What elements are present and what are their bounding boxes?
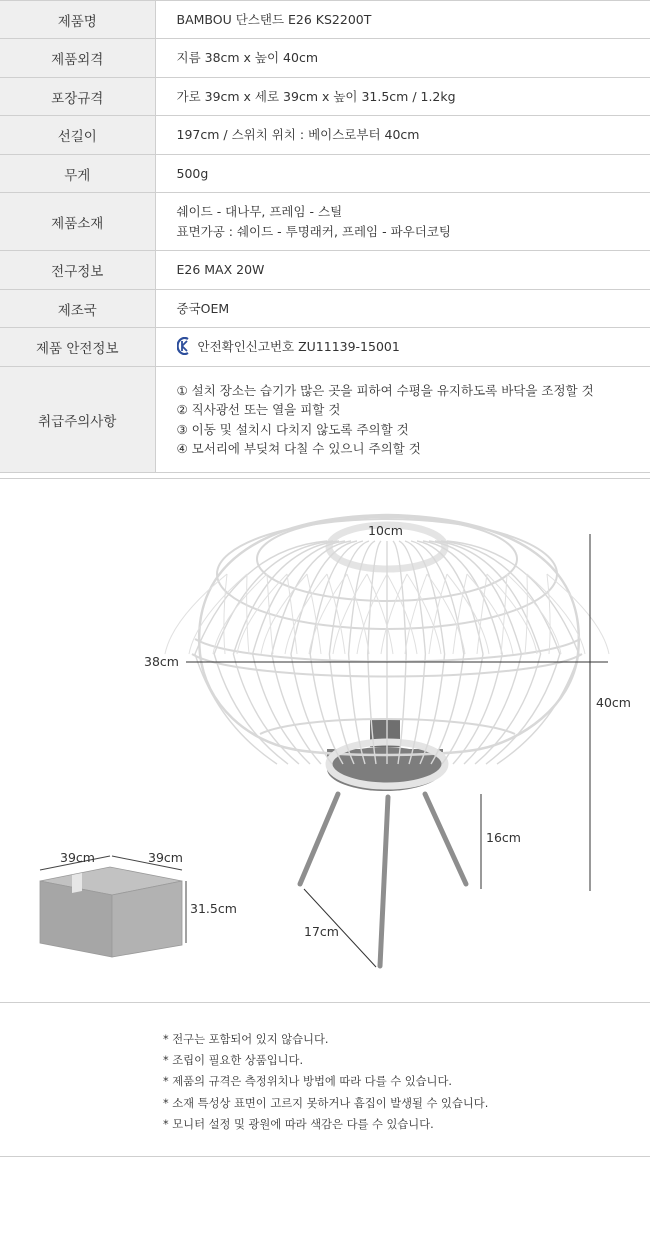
spec-value-line (177, 400, 650, 420)
spec-label: 선길이 (0, 116, 155, 155)
spec-value-line (177, 125, 650, 145)
spec-value-line (177, 420, 650, 440)
spec-value-line (177, 299, 650, 319)
package-box-illustration (40, 856, 186, 957)
spec-value-line (177, 48, 650, 68)
spec-value-line (177, 202, 650, 222)
spec-value-line (177, 260, 650, 280)
spec-label: 무게 (0, 155, 155, 193)
product-dimension-diagram (0, 478, 650, 1003)
spec-row (0, 155, 650, 193)
spec-value (155, 193, 650, 251)
dimension-leg-height: 16cm (486, 830, 521, 845)
spec-row (0, 367, 650, 473)
spec-row (0, 78, 650, 116)
spec-value-text: ④ 모서리에 부딪쳐 다칠 수 있으니 주의할 것 (176, 441, 421, 456)
spec-label: 제품외격 (0, 39, 155, 78)
spec-value (155, 290, 650, 328)
spec-value (155, 78, 650, 116)
spec-value-line (177, 381, 650, 401)
dimension-box-height: 31.5cm (190, 901, 237, 916)
note-item: * 전구는 포함되어 있지 않습니다. (163, 1033, 329, 1046)
spec-value (155, 1, 650, 39)
spec-label: 제조국 (0, 290, 155, 328)
spec-row (0, 328, 650, 367)
spec-value-text: ① 설치 장소는 습기가 많은 곳을 피하여 수평을 유지하도록 바닥을 조정할 것 (176, 382, 594, 398)
spec-value-text: 가로 39cm x 세로 39cm x 높이 31.5cm / 1.2kg (176, 88, 456, 104)
spec-value-text: 지름 38cm x 높이 40cm (176, 50, 319, 66)
dimension-height: 40cm (596, 695, 631, 710)
notes-list (0, 1003, 650, 1157)
spec-row (0, 290, 650, 328)
spec-value (155, 116, 650, 155)
spec-value (155, 39, 650, 78)
spec-value-text: 500g (176, 165, 209, 181)
spec-label: 취급주의사항 (0, 367, 155, 473)
spec-value-text: 안전확인신고번호 ZU11139-15001 (197, 339, 400, 355)
spec-label: 포장규격 (0, 78, 155, 116)
spec-value (155, 251, 650, 290)
dimension-top-opening: 10cm (368, 523, 403, 538)
spec-value-text: BAMBOU 단스탠드 E26 KS2200T (176, 11, 372, 27)
note-item: * 조립이 필요한 상품입니다. (163, 1054, 304, 1068)
note-item: * 모니터 설정 및 광원에 따라 색감은 다를 수 있습니다. (163, 1117, 434, 1131)
spec-value (155, 155, 650, 193)
spec-value-text: ② 직사광선 또는 열을 피할 것 (176, 402, 341, 417)
note-item: * 제품의 규격은 측정위치나 방법에 따라 다를 수 있습니다. (163, 1075, 452, 1089)
spec-value-text: 중국OEM (176, 300, 230, 316)
spec-table (0, 0, 650, 473)
spec-value-line (177, 10, 650, 30)
spec-label: 제품 안전정보 (0, 328, 155, 367)
spec-row (0, 1, 650, 39)
spec-row (0, 251, 650, 290)
spec-value-text: E26 MAX 20W (176, 262, 265, 278)
spec-value-line (177, 164, 650, 184)
dimension-box-depth: 39cm (148, 850, 183, 865)
dimension-leg-spread: 17cm (304, 924, 339, 939)
spec-row (0, 193, 650, 251)
lamp-legs (300, 794, 466, 966)
spec-value-line (177, 439, 650, 459)
spec-value-text: 197cm / 스위치 위치 : 베이스로부터 40cm (176, 127, 420, 143)
spec-label: 전구정보 (0, 251, 155, 290)
spec-value-line (177, 87, 650, 107)
spec-value (155, 328, 650, 367)
spec-value-line (177, 222, 650, 242)
dimension-diameter: 38cm (144, 654, 179, 669)
spec-value-text: 표면가공 : 쉐이드 - 투명래커, 프레임 - 파우더코팅 (176, 223, 451, 239)
dimension-box-width: 39cm (60, 850, 95, 865)
note-item: * 소재 특성상 표면이 고르지 못하거나 흠집이 발생될 수 있습니다. (163, 1096, 489, 1110)
spec-value-text: ③ 이동 및 설치시 다치지 않도록 주의할 것 (176, 421, 409, 437)
spec-value-text: 쉐이드 - 대나무, 프레임 - 스틸 (176, 204, 343, 219)
kc-certification-icon (177, 337, 191, 355)
bamboo-shade (165, 515, 609, 786)
spec-label: 제품소재 (0, 193, 155, 251)
spec-row (0, 39, 650, 78)
spec-row (0, 116, 650, 155)
spec-value (155, 367, 650, 473)
spec-value-line (177, 337, 650, 357)
spec-label: 제품명 (0, 1, 155, 39)
